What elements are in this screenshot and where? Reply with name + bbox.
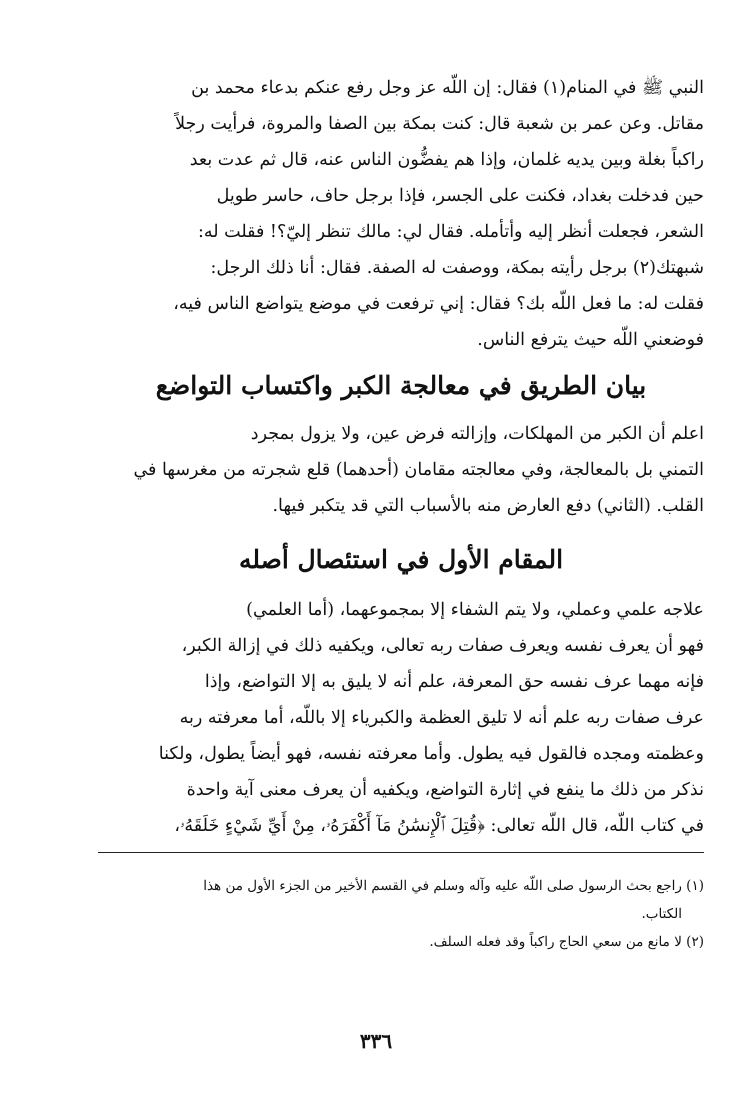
paragraph-treatment-intro [98, 416, 704, 524]
footnotes [98, 872, 704, 956]
text-line: راكباً بغلة وبين يديه غلمان، وإذا هم يفضُّون الناس عنه، قال ثم عدت بعد [189, 150, 704, 170]
page-number: ٣٣٦ [359, 1029, 393, 1053]
text-line: اعلم أن الكبر من المهلكات، وإزالته فرض عين، ولا يزول بمجرد [250, 424, 704, 444]
footnote-divider [98, 852, 704, 853]
text-line: الشعر، فجعلت أنظر إليه وأتأمله. فقال لي: مالك تنظر إليّ؟! فقلت له: [198, 222, 704, 242]
text-line: فإنه مهما عرف نفسه حق المعرفة، علم أنه لا يليق به إلا التواضع، وإذا [204, 672, 704, 692]
text-line: في كتاب اللّه، قال اللّه تعالى: ﴿قُتِلَ ٱلْإِنسَٰنُ مَآ أَكْفَرَهُۥ، مِنْ أَيِّ شَيْءٍ خَلَقَهُۥ، [174, 816, 704, 836]
footnote-line: (١) راجع بحث الرسول صلى اللّه عليه وآله وسلم في القسم الأخير من الجزء الأول من هذا [203, 878, 704, 894]
paragraph-anecdote [98, 70, 704, 358]
text-line: التمني بل بالمعالجة، وفي معالجته مقامان (أحدهما) قلع شجرته من مغرسها في [133, 460, 704, 480]
text-line: القلب. (الثاني) دفع العارض منه بالأسباب التي قد يتكبر فيها. [272, 496, 704, 516]
text-line: عرف صفات ربه علم أنه لا تليق العظمة والكبرياء إلا باللّه، أما معرفته ربه [179, 708, 704, 728]
text-line: فقلت له: ما فعل اللّه بك؟ فقال: إني ترفعت في موضع يتواضع الناس فيه، [173, 294, 704, 314]
text-line: شبهتك(٢) برجل رأيته بمكة، ووصفت له الصفة. فقال: أنا ذلك الرجل: [210, 258, 704, 278]
footnote-line: الكتاب. [641, 906, 682, 922]
text-line: فهو أن يعرف نفسه ويعرف صفات ربه تعالى، ويكفيه ذلك في إزالة الكبر، [181, 636, 704, 656]
paragraph-first-station [98, 592, 704, 844]
text-line: علاجه علمي وعملي، ولا يتم الشفاء إلا بمجموعهما، (أما العلمي) [246, 600, 704, 620]
text-line: مقاتل. وعن عمر بن شعبة قال: كنت بمكة بين الصفا والمروة، فرأيت رجلاً [175, 114, 704, 134]
section-heading: بيان الطريق في معالجة الكبر واكتساب التواضع [155, 371, 647, 400]
text-line: فوضعني اللّه حيث يترفع الناس. [477, 330, 704, 350]
footnote-line: (٢) لا مانع من سعي الحاج راكباً وقد فعله السلف. [429, 934, 704, 950]
text-line: نذكر من ذلك ما ينفع في إثارة التواضع، ويكفيه أن يعرف معنى آية واحدة [186, 780, 704, 800]
text-line: النبي ﷺ في المنام(١) فقال: إن اللّه عز وجل رفع عنكم بدعاء محمد بن [191, 78, 704, 98]
text-line: حين فدخلت بغداد، فكنت على الجسر، فإذا برجل حاف، حاسر طويل [216, 186, 704, 206]
text-line: وعظمته ومجده فالقول فيه يطول. وأما معرفته نفسه، فهو أيضاً يطول، ولكنا [158, 744, 704, 764]
subsection-heading: المقام الأول في استئصال أصله [238, 545, 564, 574]
